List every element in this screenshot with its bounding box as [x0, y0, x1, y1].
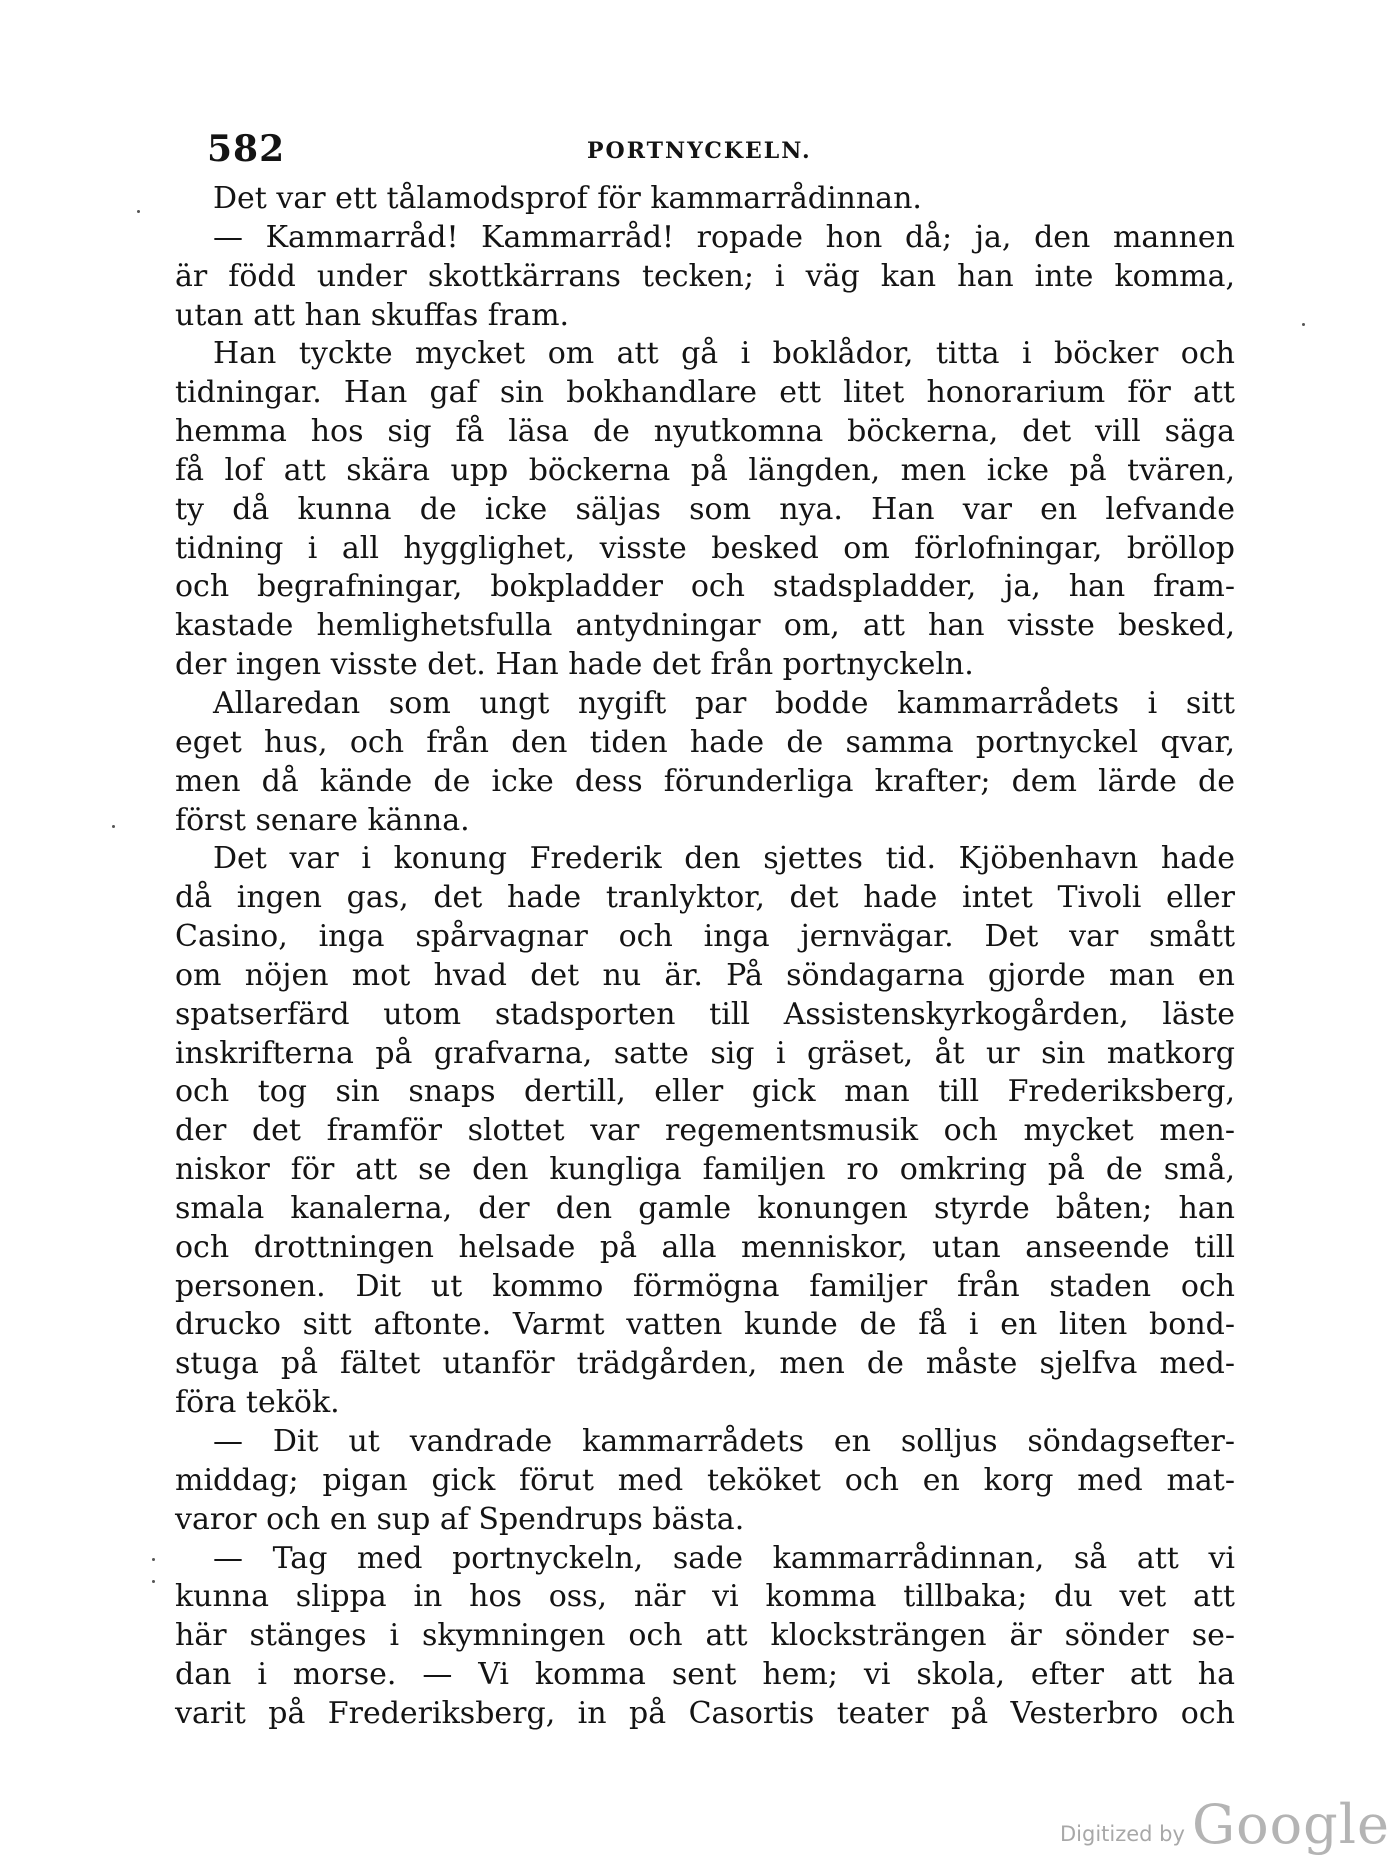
- text-line: men då kände de icke dess förunderliga krafter; dem lärde de: [175, 763, 1235, 799]
- text-line: stuga på fältet utanför trädgården, men de måste sjelfva med-: [175, 1346, 1235, 1382]
- running-head: [207, 128, 1237, 178]
- text-line: inskrifterna på grafvarna, satte sig i gräset, åt ur sin matkorg: [175, 1035, 1235, 1071]
- text-line: och tog sin snaps dertill, eller gick man till Frederiksberg,: [175, 1074, 1235, 1110]
- text-line: här stänges i skymningen och att klocksträngen är sönder se-: [175, 1618, 1235, 1654]
- text-line: föra tekök.: [175, 1385, 340, 1421]
- text-line: — Tag med portnyckeln, sade kammarrådinnan, så att vi: [213, 1540, 1235, 1576]
- text-line: — Kammarråd! Kammarråd! ropade hon då; ja, den mannen: [213, 219, 1235, 255]
- text-line: Allaredan som ungt nygift par bodde kammarrådets i sitt: [213, 685, 1235, 721]
- print-speck: [1302, 323, 1305, 326]
- text-line: spatserfärd utom stadsporten till Assistenskyrkogården, läste: [175, 996, 1235, 1032]
- text-line: hemma hos sig få läsa de nyutkomna böckerna, det vill säga: [175, 414, 1235, 450]
- text-line: är född under skottkärrans tecken; i väg kan han inte komma,: [175, 258, 1235, 294]
- running-title: PORTNYCKELN.: [587, 138, 812, 164]
- text-line: och begrafningar, bokpladder och stadspladder, ja, han fram-: [175, 569, 1235, 605]
- digitized-by-watermark: [1060, 1786, 1390, 1856]
- text-line: Casino, inga spårvagnar och inga jernvägar. Det var smått: [175, 919, 1235, 955]
- print-speck: [137, 210, 140, 213]
- text-line: Det var i konung Frederik den sjettes tid. Kjöbenhavn hade: [213, 841, 1235, 877]
- text-line: tidning i all hygglighet, visste besked om förlofningar, bröllop: [175, 530, 1235, 566]
- text-line: då ingen gas, det hade tranlyktor, det hade intet Tivoli eller: [175, 880, 1235, 916]
- text-line: kastade hemlighetsfulla antydningar om, att han visste besked,: [175, 608, 1235, 644]
- text-line: först senare känna.: [175, 802, 470, 838]
- body-text: [175, 180, 1235, 1734]
- text-line: om nöjen mot hvad det nu är. På söndagarna gjorde man en: [175, 957, 1235, 993]
- text-line: Han tyckte mycket om att gå i boklådor, titta i böcker och: [213, 336, 1235, 372]
- text-line: ty då kunna de icke säljas som nya. Han var en lefvande: [175, 491, 1235, 527]
- text-line: personen. Dit ut kommo förmögna familjer från staden och: [175, 1268, 1235, 1304]
- text-line: Det var ett tålamodsprof för kammarrådinnan.: [213, 181, 922, 216]
- text-line: middag; pigan gick förut med teköket och en korg med mat-: [175, 1462, 1235, 1498]
- text-line: tidningar. Han gaf sin bokhandlare ett litet honorarium för att: [175, 375, 1235, 411]
- text-line: dan i morse. — Vi komma sent hem; vi skola, efter att ha: [175, 1657, 1235, 1693]
- text-line: — Dit ut vandrade kammarrådets en solljus söndagsefter-: [213, 1424, 1235, 1459]
- text-line: kunna slippa in hos oss, när vi komma tillbaka; du vet att: [175, 1579, 1235, 1615]
- text-line: utan att han skuffas fram.: [175, 297, 570, 333]
- text-line: eget hus, och från den tiden hade de samma portnyckel qvar,: [175, 724, 1235, 760]
- print-speck: [152, 1580, 155, 1583]
- text-line: drucko sitt aftonte. Varmt vatten kunde de få i en liten bond-: [175, 1307, 1235, 1343]
- text-line: der ingen visste det. Han hade det från portnyckeln.: [175, 647, 974, 683]
- text-line: få lof att skära upp böckerna på längden, men icke på tvären,: [175, 452, 1235, 488]
- text-line: der det framför slottet var regementsmusik och mycket men-: [175, 1113, 1235, 1149]
- google-logo: Google: [1192, 1793, 1390, 1856]
- text-line: varor och en sup af Spendrups bästa.: [175, 1501, 745, 1537]
- text-line: och drottningen helsade på alla menniskor, utan anseende till: [175, 1229, 1235, 1265]
- print-speck: [152, 1558, 155, 1561]
- page-number: 582: [207, 128, 286, 170]
- text-line: varit på Frederiksberg, in på Casortis teater på Vesterbro och: [175, 1695, 1235, 1731]
- text-line: niskor för att se den kungliga familjen ro omkring på de små,: [175, 1152, 1235, 1188]
- watermark-prefix: Digitized by: [1060, 1822, 1185, 1846]
- text-line: smala kanalerna, der den gamle konungen styrde båten; han: [175, 1190, 1235, 1226]
- print-speck: [112, 825, 115, 828]
